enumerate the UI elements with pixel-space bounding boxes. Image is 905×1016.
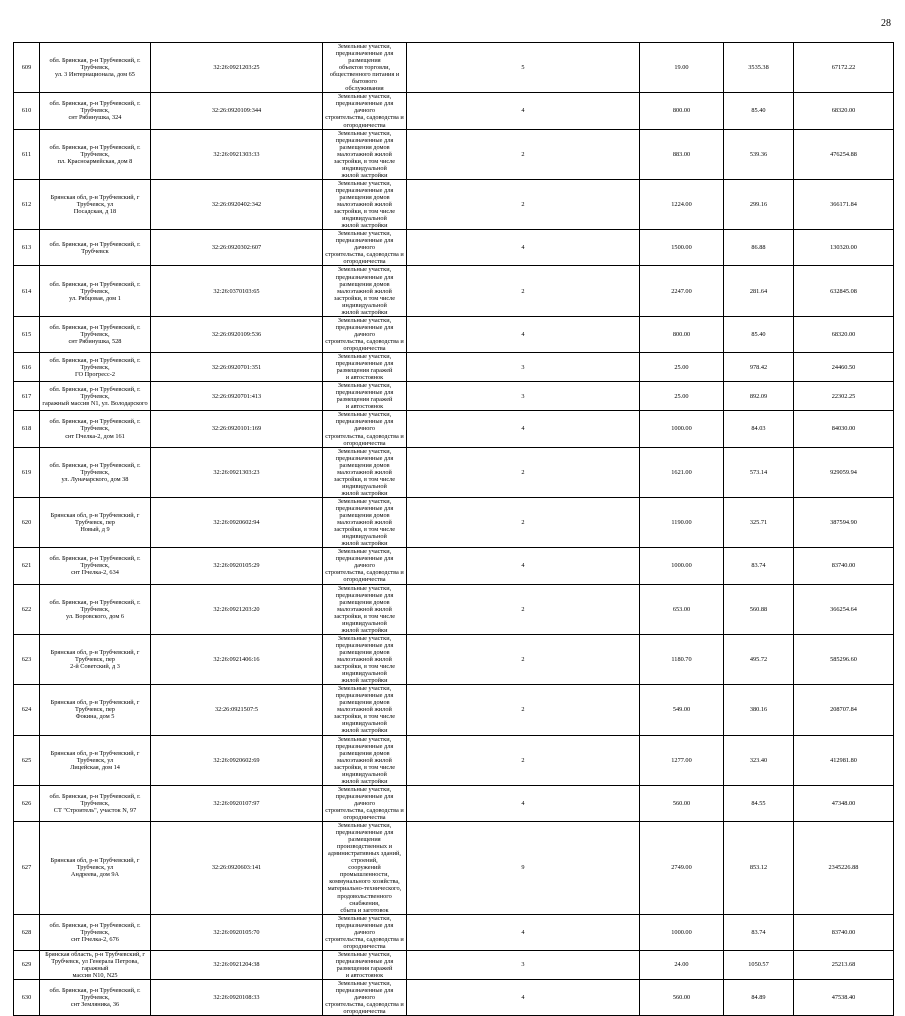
area-cell: 560.00 <box>640 785 724 821</box>
specific-value-cell: 560.88 <box>724 584 794 634</box>
specific-value-cell: 325.71 <box>724 497 794 547</box>
row-number-cell: 618 <box>14 411 40 447</box>
address-cell: обл. Брянская, р-н Трубчевский, г. Трубчевск, ГО Прогресс-2 <box>40 353 151 382</box>
address-cell: обл. Брянская, р-н Трубчевский, г. Трубчевск, ул. Рябцовая, дом 1 <box>40 266 151 316</box>
cadastral-value-cell: 67172.22 <box>794 43 894 93</box>
area-cell: 25.00 <box>640 382 724 411</box>
area-cell: 560.00 <box>640 980 724 1016</box>
land-use-group-cell: 2 <box>407 266 640 316</box>
cadastral-number-cell: 32:26:0921406:16 <box>151 634 323 684</box>
address-cell: Брянская обл, р-н Трубчевский, г Трубчевск, пер Новый, д 9 <box>40 497 151 547</box>
specific-value-cell: 84.55 <box>724 785 794 821</box>
table-row <box>14 685 894 735</box>
address-cell: обл. Брянская, р-н Трубчевский, г. Трубчевск, снт Пчелка-2, дом 161 <box>40 411 151 447</box>
land-use-group-cell: 5 <box>407 43 640 93</box>
land-purpose-cell: Земельные участки, предназначенные для дачного строительства, садоводства и огородничества <box>323 93 407 129</box>
area-cell: 19.00 <box>640 43 724 93</box>
land-use-group-cell: 2 <box>407 447 640 497</box>
table-row <box>14 316 894 352</box>
cadastral-number-cell: 32:26:0920302:607 <box>151 230 323 266</box>
land-purpose-cell: Земельные участки, предназначенные для дачного строительства, садоводства и огородничества <box>323 548 407 584</box>
row-number-cell: 625 <box>14 735 40 785</box>
cadastral-number-cell: 32:26:0920109:344 <box>151 93 323 129</box>
area-cell: 2749.00 <box>640 822 724 915</box>
land-use-group-cell: 4 <box>407 980 640 1016</box>
row-number-cell: 620 <box>14 497 40 547</box>
land-use-group-cell: 4 <box>407 230 640 266</box>
specific-value-cell: 83.74 <box>724 548 794 584</box>
table-row <box>14 43 894 93</box>
table-row <box>14 411 894 447</box>
row-number-cell: 617 <box>14 382 40 411</box>
specific-value-cell: 1050.57 <box>724 950 794 979</box>
land-purpose-cell: Земельные участки, предназначенные для дачного строительства, садоводства и огородничества <box>323 914 407 950</box>
area-cell: 1621.00 <box>640 447 724 497</box>
area-cell: 1190.00 <box>640 497 724 547</box>
table-row <box>14 634 894 684</box>
land-use-group-cell: 2 <box>407 179 640 229</box>
land-purpose-cell: Земельные участки, предназначенные для размещения домов малоэтажной жилой застройки, в том числе индивидуальной жилой застройки <box>323 179 407 229</box>
cadastral-value-cell: 24460.50 <box>794 353 894 382</box>
cadastral-number-cell: 32:26:0920402:342 <box>151 179 323 229</box>
cadastral-number-cell: 32:26:0921303:33 <box>151 129 323 179</box>
specific-value-cell: 3535.38 <box>724 43 794 93</box>
cadastral-value-cell: 632845.08 <box>794 266 894 316</box>
cadastral-value-cell: 476254.88 <box>794 129 894 179</box>
table-row <box>14 584 894 634</box>
land-use-group-cell: 4 <box>407 411 640 447</box>
cadastral-number-cell: 32:26:0920701:351 <box>151 353 323 382</box>
specific-value-cell: 299.16 <box>724 179 794 229</box>
land-purpose-cell: Земельные участки, предназначенные для размещения домов малоэтажной жилой застройки, в том числе индивидуальной жилой застройки <box>323 735 407 785</box>
area-cell: 1277.00 <box>640 735 724 785</box>
land-purpose-cell: Земельные участки, предназначенные для размещения производственных и административных зданий, строений, сооружений промышленности, коммунального хозяйства, материально-технического, продовольственного снабжения, сбыта и заготовок <box>323 822 407 915</box>
row-number-cell: 622 <box>14 584 40 634</box>
address-cell: обл. Брянская, р-н Трубчевский, г. Трубчевск, ул. Воровского, дом 6 <box>40 584 151 634</box>
land-purpose-cell: Земельные участки, предназначенные для дачного строительства, садоводства и огородничества <box>323 316 407 352</box>
row-number-cell: 610 <box>14 93 40 129</box>
specific-value-cell: 495.72 <box>724 634 794 684</box>
specific-value-cell: 573.14 <box>724 447 794 497</box>
cadastral-value-cell: 22302.25 <box>794 382 894 411</box>
land-use-group-cell: 2 <box>407 129 640 179</box>
land-use-group-cell: 4 <box>407 93 640 129</box>
land-use-group-cell: 4 <box>407 914 640 950</box>
table-row <box>14 548 894 584</box>
table-row <box>14 266 894 316</box>
land-purpose-cell: Земельные участки, предназначенные для размещения домов малоэтажной жилой застройки, в том числе индивидуальной жилой застройки <box>323 685 407 735</box>
land-purpose-cell: Земельные участки, предназначенные для размещения домов малоэтажной жилой застройки, в том числе индивидуальной жилой застройки <box>323 266 407 316</box>
specific-value-cell: 978.42 <box>724 353 794 382</box>
land-use-group-cell: 4 <box>407 548 640 584</box>
address-cell: обл. Брянская, р-н Трубчевский, г. Трубчевск, снт Пчелка-2, 676 <box>40 914 151 950</box>
row-number-cell: 624 <box>14 685 40 735</box>
address-cell: Брянская обл, р-н Трубчевский, г Трубчевск, ул Посадская, д 18 <box>40 179 151 229</box>
land-purpose-cell: Земельные участки, предназначенные для размещения домов малоэтажной жилой застройки, в том числе индивидуальной жилой застройки <box>323 497 407 547</box>
address-cell: Брянская область, р-н Трубчевский, г Трубчевск, ул Генерала Петрова, гаражный массив N10, N25 <box>40 950 151 979</box>
table-row <box>14 179 894 229</box>
land-use-group-cell: 4 <box>407 785 640 821</box>
row-number-cell: 613 <box>14 230 40 266</box>
specific-value-cell: 85.40 <box>724 316 794 352</box>
cadastral-number-cell: 32:26:0370103:65 <box>151 266 323 316</box>
cadastral-value-cell: 130320.00 <box>794 230 894 266</box>
address-cell: Брянская обл, р-н Трубчевский, г Трубчевск, пер 2-й Советский, д 3 <box>40 634 151 684</box>
row-number-cell: 623 <box>14 634 40 684</box>
specific-value-cell: 539.36 <box>724 129 794 179</box>
address-cell: обл. Брянская, р-н Трубчевский, г. Трубчевск, снт Пчелка-2, 634 <box>40 548 151 584</box>
land-use-group-cell: 2 <box>407 735 640 785</box>
area-cell: 883.00 <box>640 129 724 179</box>
cadastral-number-cell: 32:26:0921203:25 <box>151 43 323 93</box>
row-number-cell: 629 <box>14 950 40 979</box>
address-cell: обл. Брянская, р-н Трубчевский, г. Трубчевск, гаражный массив N1, ул. Володарского <box>40 382 151 411</box>
specific-value-cell: 853.12 <box>724 822 794 915</box>
cadastral-value-cell: 2345226.88 <box>794 822 894 915</box>
land-purpose-cell: Земельные участки, предназначенные для размещения домов малоэтажной жилой застройки, в том числе индивидуальной жилой застройки <box>323 129 407 179</box>
cadastral-number-cell: 32:26:0921303:23 <box>151 447 323 497</box>
specific-value-cell: 86.88 <box>724 230 794 266</box>
address-cell: обл. Брянская, р-н Трубчевский, г. Трубчевск, ул. 3 Интернационала, дом 65 <box>40 43 151 93</box>
address-cell: обл. Брянская, р-н Трубчевский, г. Трубчевск <box>40 230 151 266</box>
cadastral-number-cell: 32:26:0920108:33 <box>151 980 323 1016</box>
cadastral-value-table <box>13 42 894 1016</box>
land-purpose-cell: Земельные участки, предназначенные для дачного строительства, садоводства и огородничества <box>323 230 407 266</box>
table-row <box>14 382 894 411</box>
table-row <box>14 914 894 950</box>
row-number-cell: 612 <box>14 179 40 229</box>
table-row <box>14 230 894 266</box>
cadastral-value-cell: 83740.00 <box>794 914 894 950</box>
address-cell: обл. Брянская, р-н Трубчевский, г. Трубчевск, снт Земляника, 36 <box>40 980 151 1016</box>
cadastral-number-cell: 32:26:0920701:413 <box>151 382 323 411</box>
cadastral-value-cell: 47538.40 <box>794 980 894 1016</box>
area-cell: 1000.00 <box>640 548 724 584</box>
area-cell: 2247.00 <box>640 266 724 316</box>
cadastral-value-cell: 366171.84 <box>794 179 894 229</box>
row-number-cell: 619 <box>14 447 40 497</box>
land-use-group-cell: 2 <box>407 584 640 634</box>
cadastral-value-cell: 412981.80 <box>794 735 894 785</box>
cadastral-number-cell: 32:26:0921203:20 <box>151 584 323 634</box>
cadastral-number-cell: 32:26:0920107:97 <box>151 785 323 821</box>
table-row <box>14 735 894 785</box>
land-purpose-cell: Земельные участки, предназначенные для размещения объектов торговли, общественного питания и бытового обслуживания <box>323 43 407 93</box>
land-purpose-cell: Земельные участки, предназначенные для размещения гаражей и автостоянок <box>323 353 407 382</box>
land-use-group-cell: 3 <box>407 950 640 979</box>
land-purpose-cell: Земельные участки, предназначенные для дачного строительства, садоводства и огородничества <box>323 785 407 821</box>
area-cell: 800.00 <box>640 316 724 352</box>
address-cell: обл. Брянская, р-н Трубчевский, г. Трубчевск, снт Рябинушка, 528 <box>40 316 151 352</box>
area-cell: 24.00 <box>640 950 724 979</box>
cadastral-value-cell: 25213.68 <box>794 950 894 979</box>
area-cell: 1000.00 <box>640 411 724 447</box>
specific-value-cell: 380.16 <box>724 685 794 735</box>
land-purpose-cell: Земельные участки, предназначенные для дачного строительства, садоводства и огородничества <box>323 980 407 1016</box>
row-number-cell: 628 <box>14 914 40 950</box>
row-number-cell: 611 <box>14 129 40 179</box>
table-row <box>14 497 894 547</box>
cadastral-value-cell: 929059.94 <box>794 447 894 497</box>
area-cell: 549.00 <box>640 685 724 735</box>
land-use-group-cell: 4 <box>407 316 640 352</box>
area-cell: 653.00 <box>640 584 724 634</box>
area-cell: 25.00 <box>640 353 724 382</box>
address-cell: обл. Брянская, р-н Трубчевский, г. Трубчевск, пл. Красноармейская, дом 8 <box>40 129 151 179</box>
cadastral-number-cell: 32:26:0920109:536 <box>151 316 323 352</box>
address-cell: Брянская обл, р-н Трубчевский, г Трубчевск, ул Андреева, дом 9А <box>40 822 151 915</box>
row-number-cell: 615 <box>14 316 40 352</box>
row-number-cell: 614 <box>14 266 40 316</box>
table-row <box>14 447 894 497</box>
land-purpose-cell: Земельные участки, предназначенные для размещения домов малоэтажной жилой застройки, в том числе индивидуальной жилой застройки <box>323 447 407 497</box>
address-cell: обл. Брянская, р-н Трубчевский, г. Трубчевск, ул. Луначарского, дом 38 <box>40 447 151 497</box>
land-purpose-cell: Земельные участки, предназначенные для размещения гаражей и автостоянок <box>323 950 407 979</box>
page-number: 28 <box>881 18 891 29</box>
land-purpose-cell: Земельные участки, предназначенные для размещения гаражей и автостоянок <box>323 382 407 411</box>
cadastral-number-cell: 32:26:0921204:38 <box>151 950 323 979</box>
address-cell: обл. Брянская, р-н Трубчевский, г. Трубчевск, СТ "Строитель", участок N, 97 <box>40 785 151 821</box>
land-use-group-cell: 2 <box>407 685 640 735</box>
table-row <box>14 950 894 979</box>
table-row <box>14 785 894 821</box>
cadastral-value-cell: 68320.00 <box>794 93 894 129</box>
row-number-cell: 621 <box>14 548 40 584</box>
cadastral-number-cell: 32:26:0920602:69 <box>151 735 323 785</box>
row-number-cell: 616 <box>14 353 40 382</box>
address-cell: обл. Брянская, р-н Трубчевский, г. Трубчевск, снт Рябинушка, 324 <box>40 93 151 129</box>
cadastral-value-cell: 208707.84 <box>794 685 894 735</box>
table-body <box>14 43 894 1016</box>
specific-value-cell: 83.74 <box>724 914 794 950</box>
specific-value-cell: 84.03 <box>724 411 794 447</box>
specific-value-cell: 84.89 <box>724 980 794 1016</box>
cadastral-value-cell: 387594.90 <box>794 497 894 547</box>
area-cell: 1000.00 <box>640 914 724 950</box>
row-number-cell: 609 <box>14 43 40 93</box>
row-number-cell: 627 <box>14 822 40 915</box>
table-row <box>14 980 894 1016</box>
cadastral-value-cell: 83740.00 <box>794 548 894 584</box>
address-cell: Брянская обл, р-н Трубчевский, г Трубчевск, пер Фокина, дом 5 <box>40 685 151 735</box>
specific-value-cell: 323.40 <box>724 735 794 785</box>
table-row <box>14 822 894 915</box>
cadastral-number-cell: 32:26:0920105:29 <box>151 548 323 584</box>
specific-value-cell: 281.64 <box>724 266 794 316</box>
land-use-group-cell: 2 <box>407 497 640 547</box>
land-use-group-cell: 3 <box>407 353 640 382</box>
specific-value-cell: 892.09 <box>724 382 794 411</box>
cadastral-value-cell: 366254.64 <box>794 584 894 634</box>
land-use-group-cell: 3 <box>407 382 640 411</box>
area-cell: 1500.00 <box>640 230 724 266</box>
cadastral-number-cell: 32:26:0920105:70 <box>151 914 323 950</box>
cadastral-number-cell: 32:26:0920602:94 <box>151 497 323 547</box>
area-cell: 1180.70 <box>640 634 724 684</box>
land-use-group-cell: 2 <box>407 634 640 684</box>
specific-value-cell: 85.40 <box>724 93 794 129</box>
land-use-group-cell: 9 <box>407 822 640 915</box>
table-row <box>14 93 894 129</box>
land-purpose-cell: Земельные участки, предназначенные для дачного строительства, садоводства и огородничества <box>323 411 407 447</box>
land-purpose-cell: Земельные участки, предназначенные для размещения домов малоэтажной жилой застройки, в том числе индивидуальной жилой застройки <box>323 584 407 634</box>
table-row <box>14 353 894 382</box>
area-cell: 800.00 <box>640 93 724 129</box>
address-cell: Брянская обл, р-н Трубчевский, г Трубчевск, ул Лицейская, дом 14 <box>40 735 151 785</box>
row-number-cell: 626 <box>14 785 40 821</box>
cadastral-value-cell: 585296.60 <box>794 634 894 684</box>
area-cell: 1224.00 <box>640 179 724 229</box>
cadastral-number-cell: 32:26:0920101:169 <box>151 411 323 447</box>
cadastral-value-cell: 84030.00 <box>794 411 894 447</box>
cadastral-number-cell: 32:26:0921507:5 <box>151 685 323 735</box>
land-purpose-cell: Земельные участки, предназначенные для размещения домов малоэтажной жилой застройки, в том числе индивидуальной жилой застройки <box>323 634 407 684</box>
row-number-cell: 630 <box>14 980 40 1016</box>
cadastral-number-cell: 32:26:0920603:141 <box>151 822 323 915</box>
table-row <box>14 129 894 179</box>
cadastral-value-cell: 68320.00 <box>794 316 894 352</box>
cadastral-value-cell: 47348.00 <box>794 785 894 821</box>
